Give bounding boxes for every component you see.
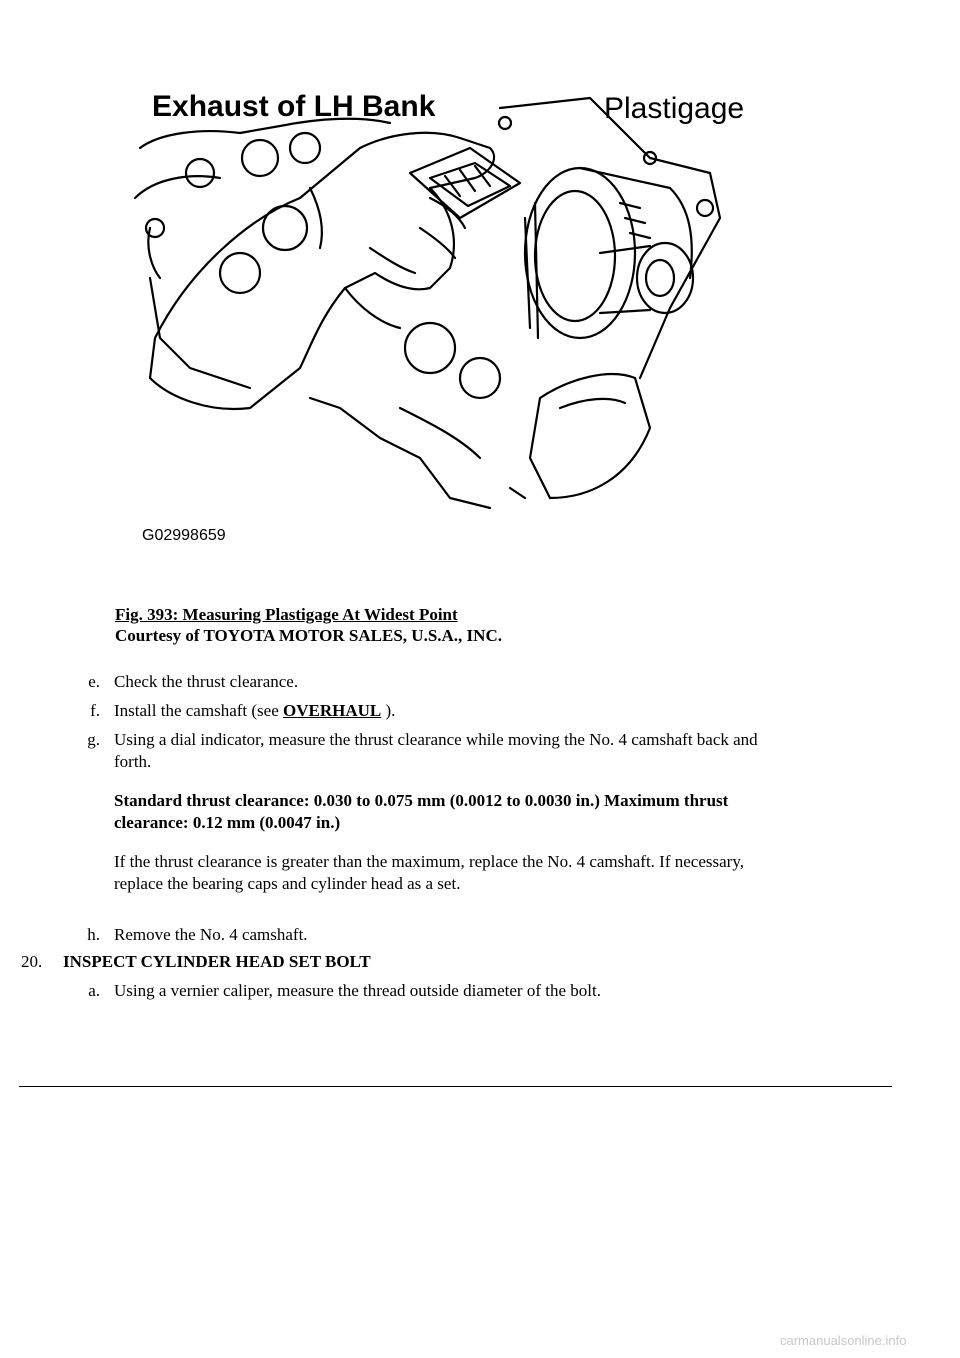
watermark: carmanualsonline.info xyxy=(780,1333,907,1348)
step-marker: h. xyxy=(87,925,100,944)
step-text: Remove the No. 4 camshaft. xyxy=(114,925,308,944)
step-text: Check the thrust clearance. xyxy=(114,672,299,691)
spec-line1: Standard thrust clearance: 0.030 to 0.075 mm (0.0012 to 0.0030 in.) Maximum thrust xyxy=(114,791,729,810)
overhaul-link[interactable]: OVERHAUL xyxy=(283,701,382,720)
camshaft-illustration xyxy=(130,78,780,548)
plastigage-figure xyxy=(130,78,780,548)
figure-caption xyxy=(115,604,502,646)
spec-line2: clearance: 0.12 mm (0.0047 in.) xyxy=(114,813,341,832)
figure-label-left: Exhaust of LH Bank xyxy=(152,90,436,123)
step-text xyxy=(114,700,395,722)
page-divider xyxy=(19,1086,892,1087)
step-marker: e. xyxy=(88,672,100,691)
step-marker: f. xyxy=(90,701,100,720)
step-text-pre: Install the camshaft (see xyxy=(114,701,283,720)
step-marker: g. xyxy=(87,730,100,749)
section-title: INSPECT CYLINDER HEAD SET BOLT xyxy=(63,952,371,971)
section-number: 20. xyxy=(21,952,43,971)
step-text: Using a vernier caliper, measure the thread outside diameter of the bolt. xyxy=(114,981,601,1000)
step-text-line1: Using a dial indicator, measure the thrust clearance while moving the No. 4 camshaft back and xyxy=(114,730,758,749)
step-text-post: ). xyxy=(381,701,396,720)
step-marker: a. xyxy=(88,981,100,1000)
note-line1: If the thrust clearance is greater than the maximum, replace the No. 4 camshaft. If necessary, xyxy=(114,852,744,871)
step-text-line2: forth. xyxy=(114,752,152,771)
figure-label-right: Plastigage xyxy=(604,92,745,125)
caption-title: Fig. 393: Measuring Plastigage At Widest Point xyxy=(115,605,458,624)
caption-courtesy: Courtesy of TOYOTA MOTOR SALES, U.S.A., INC. xyxy=(115,626,502,645)
note-line2: replace the bearing caps and cylinder head as a set. xyxy=(114,874,461,893)
figure-code: G02998659 xyxy=(142,527,226,544)
